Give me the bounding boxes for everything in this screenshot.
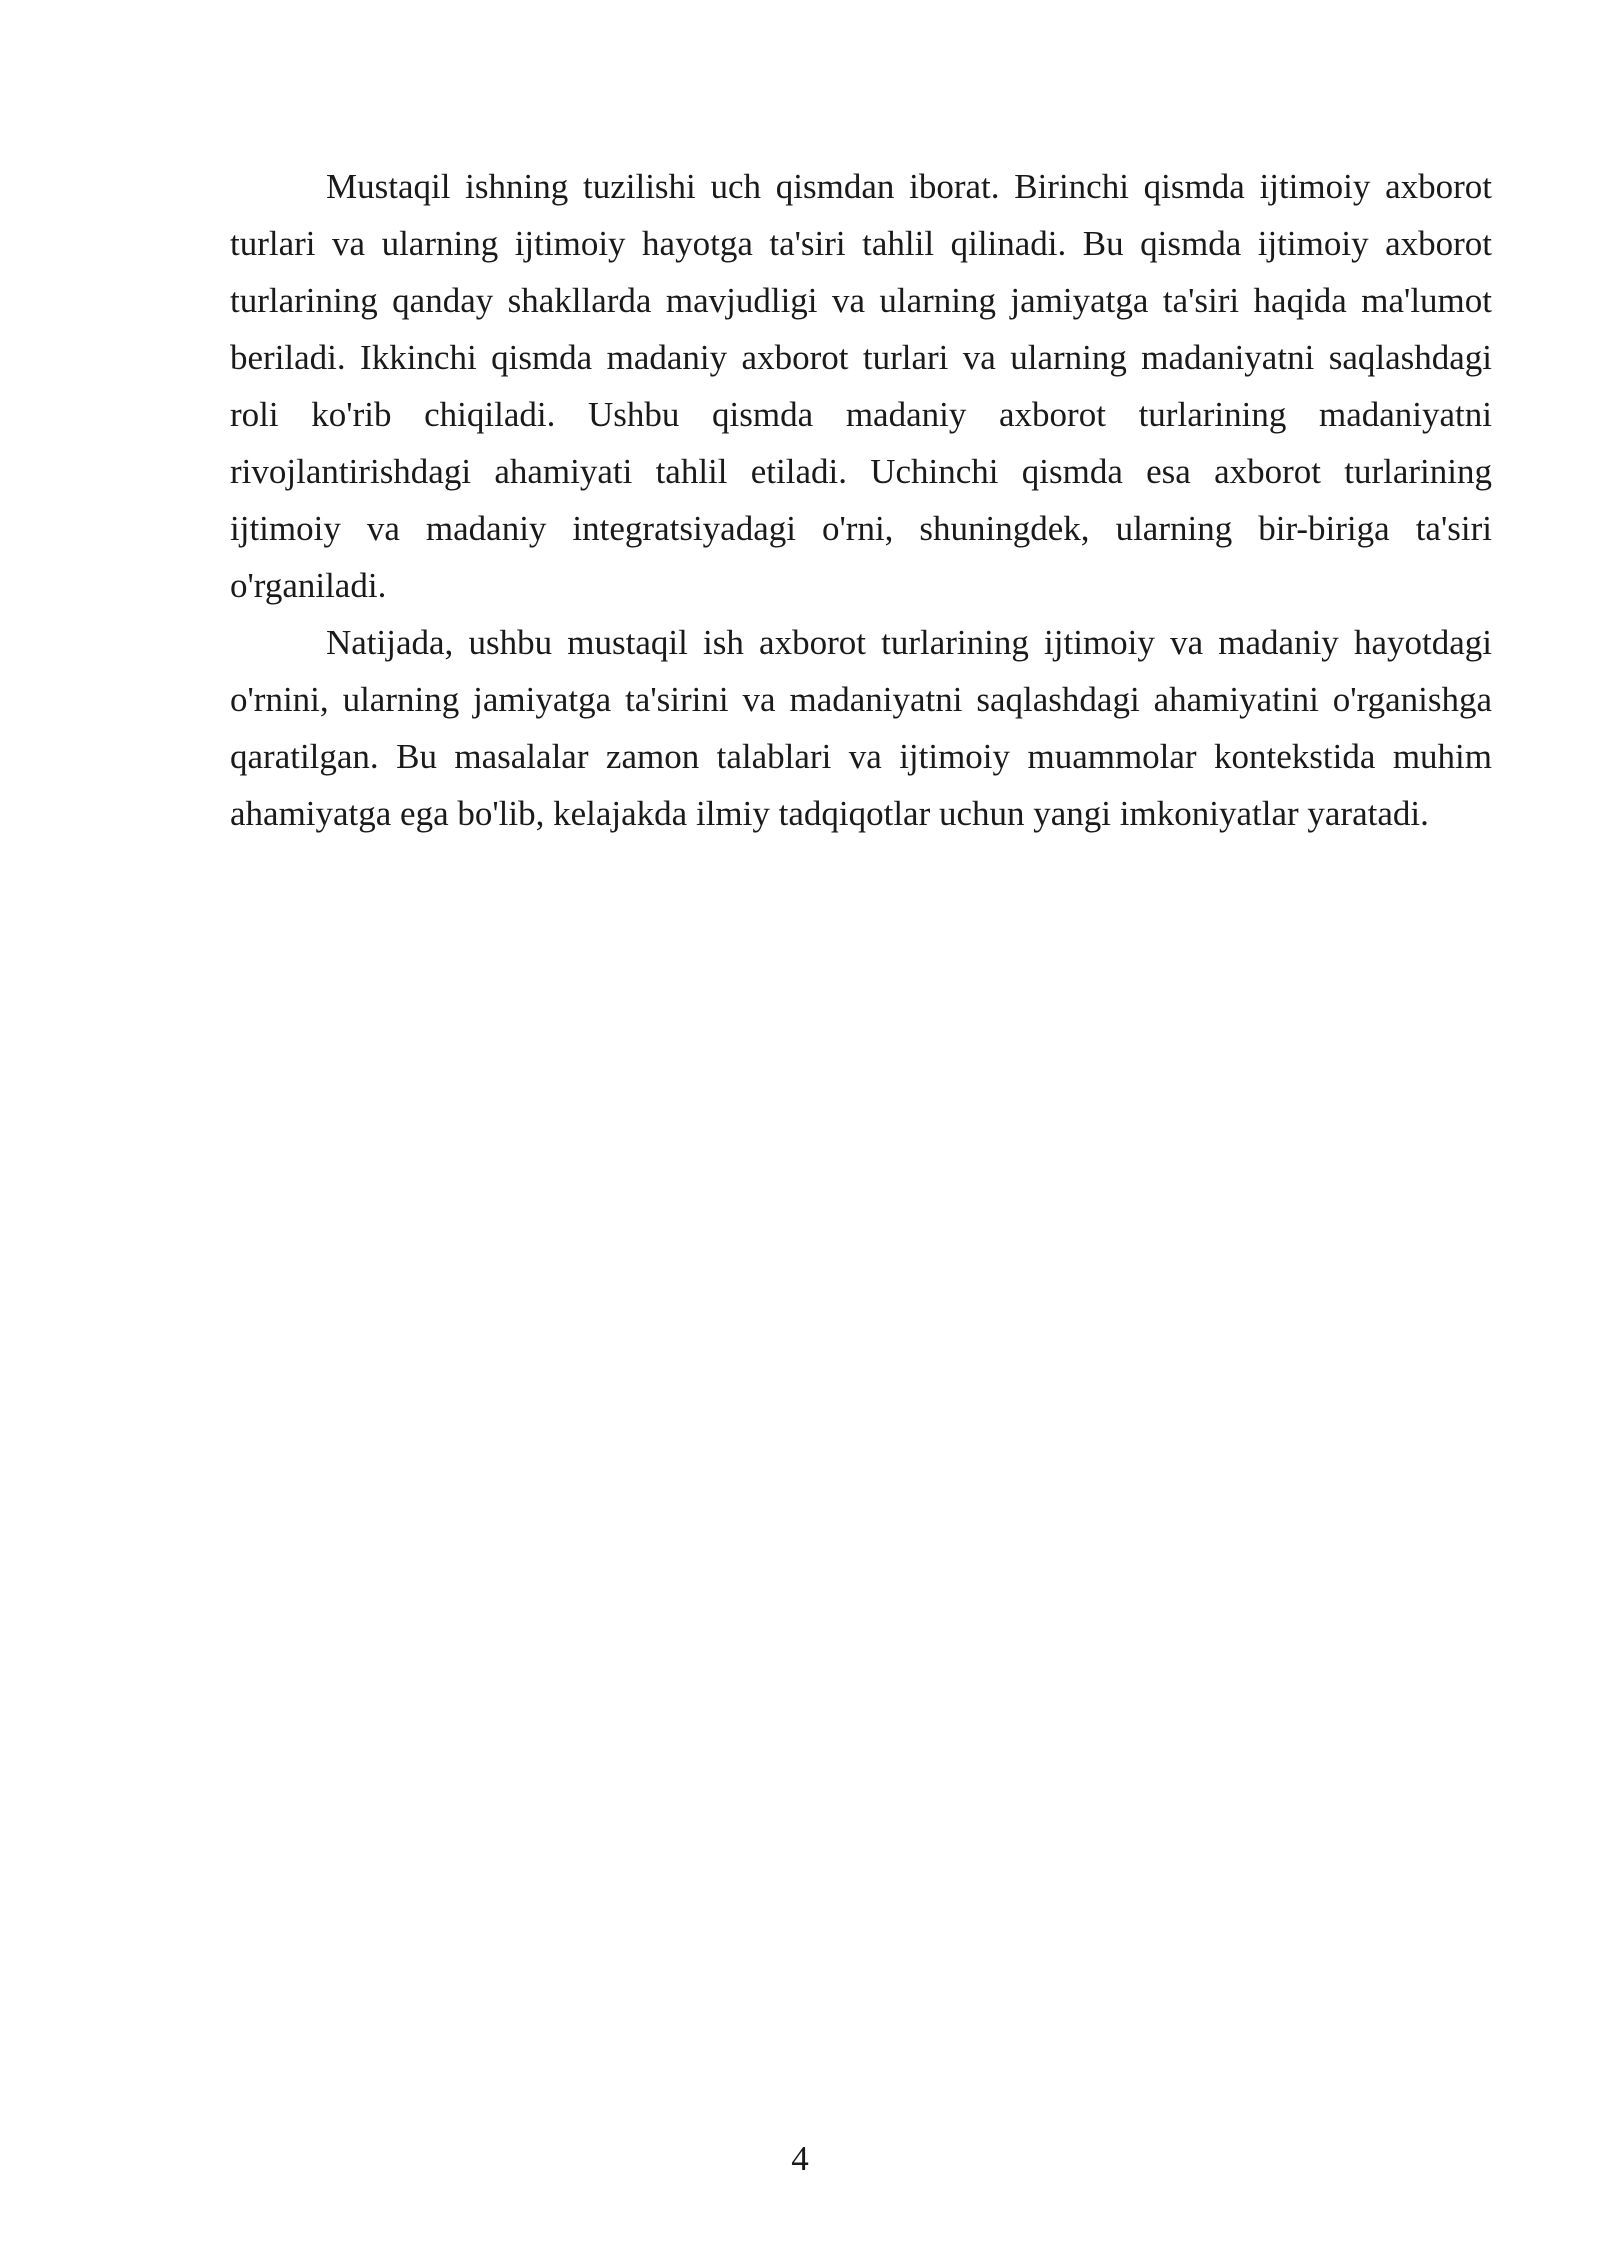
paragraph-structure: Mustaqil ishning tuzilishi uch qismdan iborat. Birinchi qismda ijtimoiy axborot turlari va ularning ijtimoiy hayotga ta'siri tahlil qilinadi. Bu qismda ijtimoiy axborot turlarining qanday shakllarda mavjudligi va ularning jamiyatga ta'siri haqida ma'lumot beriladi. Ikkinchi qismda madaniy axborot turlari va ularning madaniyatni saqlashdagi roli ko'rib chiqiladi. Ushbu qismda madaniy axborot turlarining madaniyatni rivojlantirishdagi ahamiyati tahlil etiladi. Uchinchi qismda esa axborot turlarining ijtimoiy va madaniy integratsiyadagi o'rni, shuningdek, ularning bir-biriga ta'siri o'rganiladi. — [230, 167, 1492, 605]
paragraph-conclusion: Natijada, ushbu mustaqil ish axborot turlarining ijtimoiy va madaniy hayotdagi o'rnini, ularning jamiyatga ta'sirini va madaniyatni saqlashdagi ahamiyatini o'rganishga qaratilgan. Bu masalalar zamon talablari va ijtimoiy muammolar kontekstida muhim ahamiyatga ega bo'lib, kelajakda ilmiy tadqiqotlar uchun yangi imkoniyatlar yaratadi. — [230, 623, 1492, 833]
body-text — [230, 158, 1492, 842]
page-number: 4 — [791, 2139, 809, 2178]
